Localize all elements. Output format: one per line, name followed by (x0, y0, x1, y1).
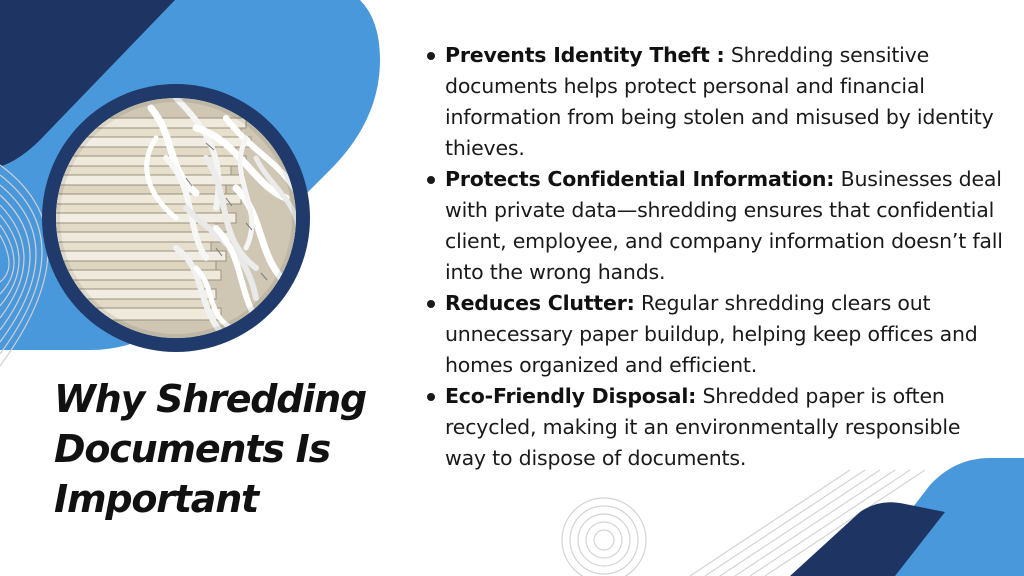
title-line-2: Documents Is (54, 427, 331, 471)
bottom-right-light-blue-shape (860, 458, 1024, 576)
bullet-heading: Protects Confidential Information: (445, 167, 835, 191)
bottom-circle-pattern (562, 498, 646, 576)
bullet-point-reduces-clutter (425, 288, 1005, 381)
title-line-3: Important (54, 477, 259, 521)
shredded-paper-photo (56, 98, 296, 338)
bullet-list (425, 40, 1005, 474)
bullet-heading: Reduces Clutter: (445, 291, 635, 315)
bullet-text: Regular shredding clears out unnecessary paper buildup, helping keep offices and homes organized and efficient. (445, 291, 978, 377)
bullet-point-confidential-information (425, 164, 1005, 288)
slide-title (54, 374, 394, 524)
bullet-point-identity-theft (425, 40, 1005, 164)
title-line-1: Why Shredding (54, 377, 366, 421)
bullet-text: Businesses deal with private data—shredding ensures that confidential client, employee, and company information doesn’t fall into the wrong hands. (445, 167, 1003, 284)
bullet-point-eco-friendly-disposal (425, 381, 1005, 474)
bullet-text: Shredded paper is often recycled, making it an environmentally responsible way to dispose of documents. (445, 384, 961, 470)
bullet-text: Shredding sensitive documents helps protect personal and financial information from being stolen and misused by identity thieves. (445, 43, 994, 160)
bottom-right-line-pattern (690, 470, 925, 576)
bottom-right-navy-shape (790, 502, 945, 576)
left-line-pattern (0, 165, 48, 366)
bullet-heading: Eco-Friendly Disposal: (445, 384, 697, 408)
bullet-heading: Prevents Identity Theft : (445, 43, 725, 67)
shredded-paper-illustration (56, 98, 296, 338)
